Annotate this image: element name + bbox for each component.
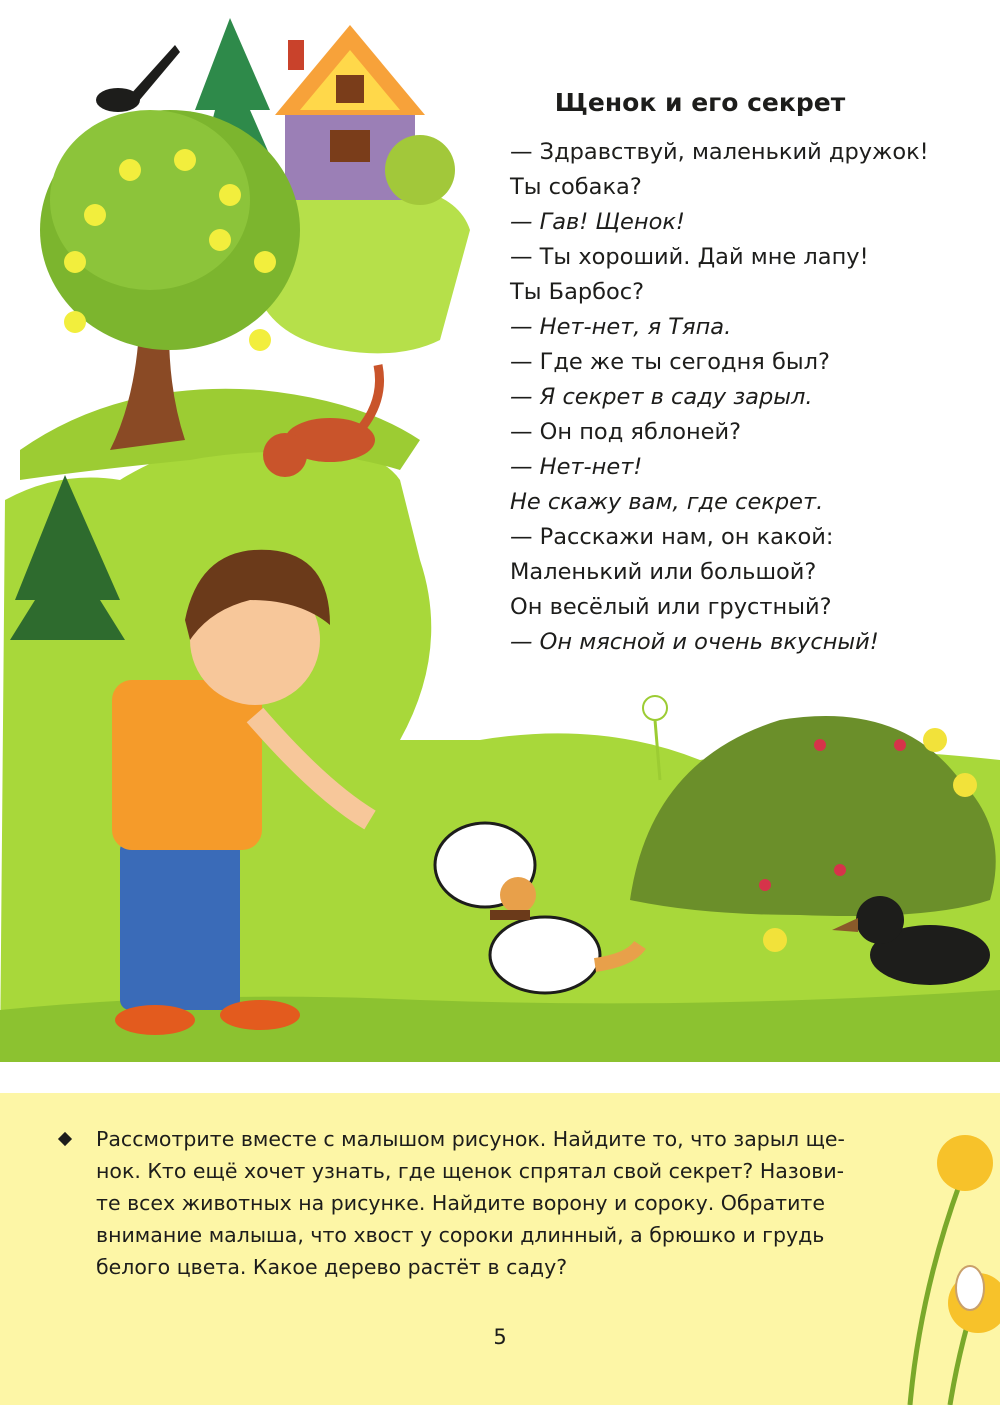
note-line: внимание малыша, что хвост у сороки длинный, а брюшко и грудь <box>96 1223 825 1247</box>
poem-line: — Он мясной и очень вкусный! <box>510 629 879 655</box>
poem-line: — Гав! Щенок! <box>510 209 685 235</box>
parent-note <box>64 1123 854 1283</box>
poem-line: Не скажу вам, где секрет. <box>510 489 824 515</box>
poem-line: — Расскажи нам, он какой: <box>510 524 834 550</box>
poem-title: Щенок и его секрет <box>554 88 846 117</box>
parent-note-box <box>0 1093 1000 1405</box>
note-line: Рассмотрите вместе с малышом рисунок. Найдите то, что зарыл ще- <box>96 1127 845 1151</box>
poem-line: — Нет-нет! <box>510 454 643 480</box>
poem-line: — Он под яблоней? <box>510 419 742 445</box>
page-number: 5 <box>493 1325 507 1349</box>
poem-line: — Ты хороший. Дай мне лапу! <box>510 244 869 270</box>
poem-line: — Где же ты сегодня был? <box>510 349 830 375</box>
note-line: те всех животных на рисунке. Найдите ворону и сороку. Обратите <box>96 1191 825 1215</box>
note-line: нок. Кто ещё хочет узнать, где щенок спрятал свой секрет? Назови- <box>96 1159 845 1183</box>
poem <box>510 88 980 660</box>
poem-line: — Нет-нет, я Тяпа. <box>510 314 732 340</box>
poem-line: Ты собака? <box>510 174 642 200</box>
poem-line: Ты Барбос? <box>510 279 645 305</box>
note-line: белого цвета. Какое дерево растёт в саду? <box>96 1255 568 1279</box>
poem-line: — Здравствуй, маленький дружок! <box>510 139 929 165</box>
poem-line: Маленький или большой? <box>510 559 817 585</box>
bush <box>385 135 455 205</box>
poem-line: Он весёлый или грустный? <box>510 594 832 620</box>
poem-line: — Я секрет в саду зарыл. <box>510 384 813 410</box>
dandelion-flower-illustration <box>850 1093 1000 1405</box>
magpie-on-tree <box>96 45 180 112</box>
